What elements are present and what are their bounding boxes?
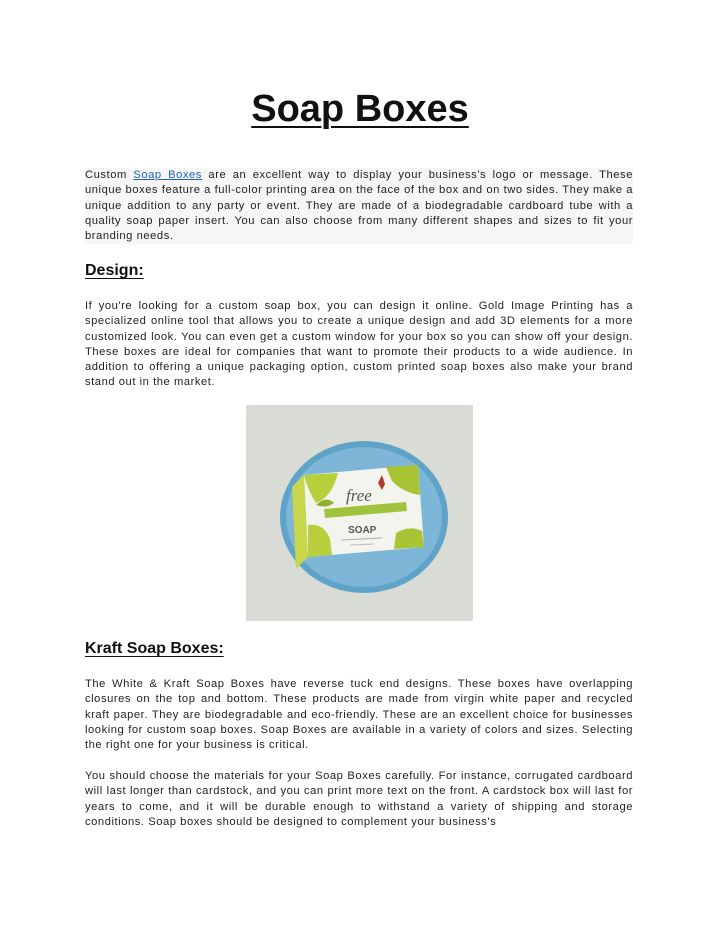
intro-paragraph [85, 168, 633, 244]
kraft-paragraph-1: The White & Kraft Soap Boxes have reverse tuck end designs. These boxes have overlapping closures on the top and bottom. These products are made from virgin white paper and recycled kraft paper. They are biodegradable and eco-friendly. These are an excellent choice for businesses looking for custom soap boxes. Soap Boxes are available in a variety of colors and sizes. Selecting the right one for your business is critical. [85, 678, 633, 752]
soap-box-image [246, 405, 473, 621]
page-title: Soap Boxes [251, 88, 469, 130]
kraft-heading: Kraft Soap Boxes: [85, 640, 224, 657]
soap-boxes-link[interactable]: Soap Boxes [133, 169, 202, 181]
soap-box-illustration [246, 405, 473, 621]
intro-text-rest: are an excellent way to display your business's logo or message. These unique boxes feature a full-color printing area on the face of the box and on two sides. They make a unique addition to any party or event. They are made of a biodegradable cardboard tube with a quality soap paper insert. You can also choose from many different shapes and sizes to fit your branding needs. [85, 169, 633, 243]
design-heading: Design: [85, 262, 144, 279]
box-label: SOAP [348, 525, 377, 536]
brand-mark: free [346, 486, 372, 505]
intro-text-start: Custom [85, 169, 134, 181]
design-paragraph: If you're looking for a custom soap box, you can design it online. Gold Image Printing has a specialized online tool that allows you to create a unique design and add 3D elements for a more customized look. You can even get a custom window for your box so you can show off your design. These boxes are ideal for companies that want to promote their products to a wide audience. In addition to offering a unique packaging option, custom printed soap boxes also make your brand stand out in the market. [85, 300, 633, 389]
kraft-paragraph-2: You should choose the materials for your Soap Boxes carefully. For instance, corrugated cardboard will last longer than cardstock, and you can print more text on the front. A cardstock box will last for years to come, and it will be durable enough to withstand a variety of shipping and storage conditions. Soap boxes should be designed to complement your business's [85, 770, 633, 828]
